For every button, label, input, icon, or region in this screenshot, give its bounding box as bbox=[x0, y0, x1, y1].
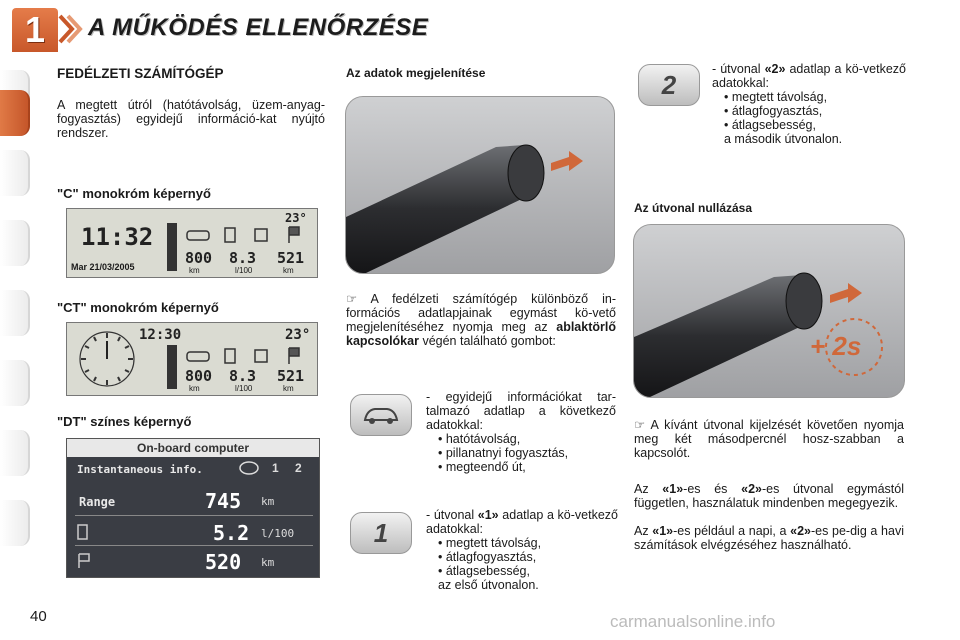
item2-text: útvonal bbox=[433, 508, 475, 522]
chapter-number: 1 bbox=[12, 8, 58, 52]
list-item: • átlagfogyasztás, bbox=[438, 550, 537, 564]
note-text: végén található gombot: bbox=[422, 334, 556, 348]
item2-bold: «1» bbox=[477, 508, 499, 522]
distance-value: 521 bbox=[277, 367, 305, 385]
independence-paragraph: Az «1»-es és «2»-es útvonal egymástól független, használatuk mindenben megegyezik. bbox=[634, 482, 905, 510]
trip-1-icon-label: 1 bbox=[373, 517, 389, 548]
unit-label: km bbox=[189, 384, 200, 393]
trip-selector-bar bbox=[167, 345, 177, 389]
unit-label: l/100 bbox=[261, 527, 295, 540]
fuel-pump-icon bbox=[77, 523, 91, 541]
ct-screen bbox=[66, 322, 318, 396]
item2-bullets bbox=[438, 536, 618, 578]
list-item: • átlagfogyasztás, bbox=[724, 104, 823, 118]
distance-value: 521 bbox=[277, 249, 305, 267]
dt-screen-title: On-board computer bbox=[67, 439, 319, 457]
pointer-icon: ☞ bbox=[634, 418, 651, 432]
chapter-tab[interactable] bbox=[0, 430, 30, 476]
dt-tab-1: 1 bbox=[272, 461, 279, 475]
item1-block: - egyidejű információkat tar-talmazó adatlap a következő adatokkal: • hatótávolság, • pillanatnyi fogyasztás, • megteendő út, bbox=[426, 390, 616, 474]
trip-1-icon bbox=[350, 512, 412, 554]
chapter-tabs bbox=[0, 60, 30, 580]
chapter-tab-active[interactable] bbox=[0, 90, 30, 136]
item3-bullets bbox=[724, 90, 906, 132]
intro-text: A megtett útról (hatótávolság, üzem-anyag-fogyasztás) egyidejű információ-kat nyújtó rendszer. bbox=[57, 98, 325, 140]
hold-2s-label: + 2s bbox=[810, 331, 862, 361]
range-value: 800 bbox=[185, 249, 213, 267]
chapter-tab[interactable] bbox=[0, 360, 30, 406]
car-fuel-icons bbox=[185, 225, 305, 245]
item3-tail: a második útvonalon. bbox=[724, 132, 843, 146]
dt-row-label: Instantaneous info. bbox=[77, 463, 203, 476]
item3-text: adatlap a kö-vetkező adatokkal: bbox=[712, 62, 906, 90]
dt-row-distance bbox=[75, 549, 313, 573]
analog-clock-icon bbox=[77, 329, 137, 389]
item1-bullets bbox=[438, 432, 616, 474]
c-screen bbox=[66, 208, 318, 278]
c-screen-heading: "C" monokróm képernyő bbox=[57, 186, 211, 201]
unit-label: km bbox=[189, 266, 200, 275]
unit-label: km bbox=[283, 384, 294, 393]
date-readout: Mar 21/03/2005 bbox=[71, 262, 135, 272]
item3-text: útvonal bbox=[720, 62, 761, 76]
wiper-note bbox=[346, 292, 616, 348]
wiper-stalk-illustration bbox=[346, 97, 614, 273]
item2-block: - útvonal «1» adatlap a kö-vetkező adatokkal: • megtett távolság, • átlagfogyasztás, • átlagsebesség, az első útvonalon. bbox=[426, 508, 618, 592]
ct-screen-heading: "CT" monokróm képernyő bbox=[57, 300, 219, 315]
reset-stalk-photo bbox=[633, 224, 905, 398]
chapter-tab[interactable] bbox=[0, 290, 30, 336]
temperature-readout: 23° bbox=[285, 211, 307, 225]
car-fuel-icons bbox=[185, 347, 305, 365]
item3-bold: «2» bbox=[764, 62, 786, 76]
consumption-value: 8.3 bbox=[229, 367, 257, 385]
car-icon bbox=[239, 461, 259, 475]
distance-value: 520 bbox=[205, 550, 242, 574]
unit-label: l/100 bbox=[235, 266, 253, 275]
list-item: • megtett távolság, bbox=[438, 536, 542, 550]
temperature-readout: 23° bbox=[285, 327, 311, 343]
car-info-icon bbox=[350, 394, 412, 436]
range-label: Range bbox=[79, 495, 116, 509]
list-item: • hatótávolság, bbox=[438, 432, 521, 446]
list-item: • átlagsebesség, bbox=[438, 564, 530, 578]
list-item: • átlagsebesség, bbox=[724, 118, 816, 132]
list-item: • megtett távolság, bbox=[724, 90, 828, 104]
usage-paragraph: Az «1»-es például a napi, a «2»-es pe-dig a havi számítások elvégzéséhez használható. bbox=[634, 524, 904, 552]
unit-label: km bbox=[283, 266, 294, 275]
range-value: 745 bbox=[205, 489, 242, 513]
note-bold: ablaktörlő kapcsolókar bbox=[346, 320, 616, 348]
chapter-tab[interactable] bbox=[0, 500, 30, 546]
chapter-tab[interactable] bbox=[0, 150, 30, 196]
reset-heading: Az útvonal nullázása bbox=[634, 201, 753, 215]
reset-stalk-illustration bbox=[634, 225, 904, 397]
item3-block: - útvonal «2» adatlap a kö-vetkező adatokkal: • megtett távolság, • átlagfogyasztás, • átlagsebesség, a második útvonalon. bbox=[712, 62, 906, 146]
page-header bbox=[0, 0, 960, 52]
dt-screen-heading: "DT" színes képernyő bbox=[57, 414, 192, 429]
trip-selector-bar bbox=[167, 223, 177, 271]
pointer-icon: ☞ bbox=[346, 292, 371, 306]
list-item: • pillanatnyi fogyasztás, bbox=[438, 446, 569, 460]
clock-readout: 12:30 bbox=[139, 327, 182, 343]
section-heading: FEDÉLZETI SZÁMÍTÓGÉP bbox=[57, 66, 224, 81]
list-item: • megteendő út, bbox=[438, 460, 526, 474]
consumption-value: 5.2 bbox=[213, 521, 250, 545]
chapter-tab[interactable] bbox=[0, 220, 30, 266]
unit-label: l/100 bbox=[235, 384, 253, 393]
item1-intro: egyidejű információkat tar-talmazó adatlap a következő adatokkal: bbox=[426, 390, 616, 432]
flag-icon bbox=[77, 553, 91, 569]
consumption-value: 8.3 bbox=[229, 249, 257, 267]
range-value: 800 bbox=[185, 367, 213, 385]
trip-2-icon-label: 2 bbox=[661, 69, 677, 100]
unit-label: km bbox=[261, 495, 275, 508]
clock-readout: 11:32 bbox=[81, 223, 154, 251]
reset-note bbox=[634, 418, 904, 460]
note-text: A fedélzeti számítógép különböző in-formációs adatlapjainak egymást kö-vető megjelenítéséhez nyomja meg az bbox=[346, 292, 616, 334]
dt-row-consumption bbox=[75, 519, 313, 546]
dt-row-range bbox=[75, 487, 313, 516]
page-title: A MŰKÖDÉS ELLENŐRZÉSE bbox=[88, 14, 429, 41]
unit-label: km bbox=[261, 556, 275, 569]
reset-note-text: A kívánt útvonal kijelzését követően nyomja meg két másodpercnél hosz-szabban a kapcsolót. bbox=[634, 418, 905, 460]
display-heading: Az adatok megjelenítése bbox=[346, 66, 486, 80]
wiper-stalk-photo bbox=[345, 96, 615, 274]
dt-screen bbox=[66, 438, 320, 578]
watermark: carmanualsonline.info bbox=[610, 612, 776, 631]
chevron-icon bbox=[66, 14, 84, 44]
dt-tab-2: 2 bbox=[295, 461, 302, 475]
item2-text: adatlap a kö-vetkező adatokkal: bbox=[426, 508, 618, 536]
trip-2-icon bbox=[638, 64, 700, 106]
page-number: 40 bbox=[30, 608, 47, 625]
item2-tail: az első útvonalon. bbox=[438, 578, 539, 592]
